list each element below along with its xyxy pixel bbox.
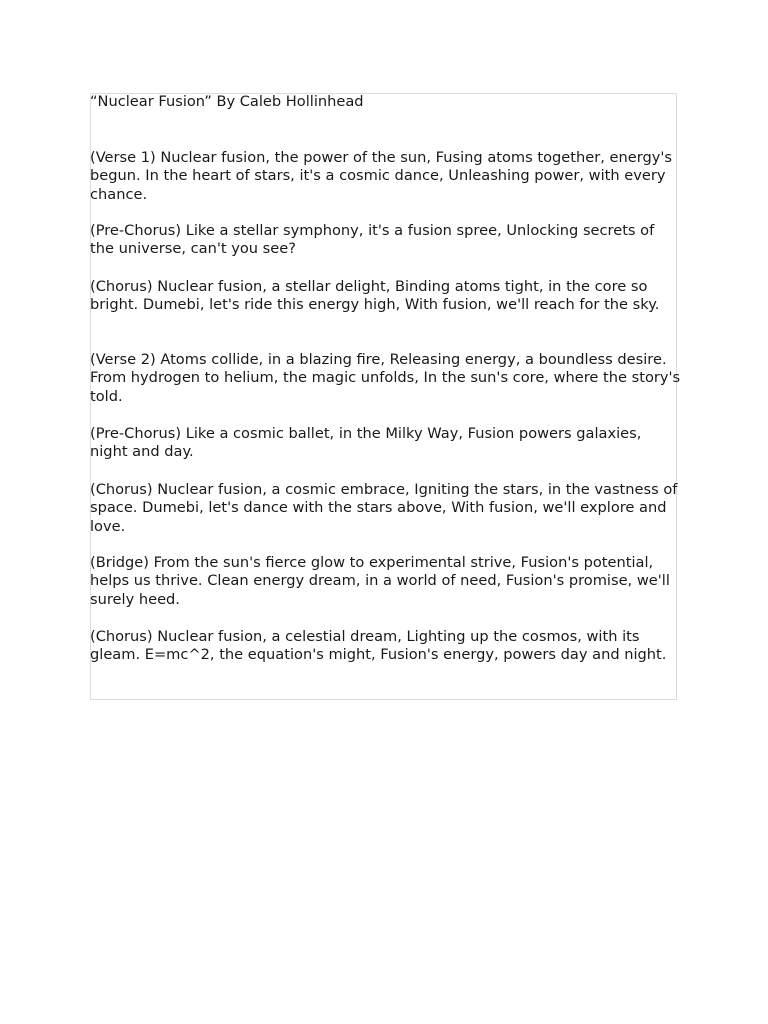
paragraph-verse-1: (Verse 1) Nuclear fusion, the power of the sun, Fusing atoms together, energy's begun. In the heart of stars, it's a cosmic dance, Unleashing power, with every chance. <box>90 149 672 203</box>
paragraph-pre-chorus-1: (Pre-Chorus) Like a stellar symphony, it's a fusion spree, Unlocking secrets of the universe, can't you see? <box>90 222 655 258</box>
paragraph-chorus-1: (Chorus) Nuclear fusion, a stellar delight, Binding atoms tight, in the core so bright. Dumebi, let's ride this energy high, With fusion, we'll reach for the sky. <box>90 278 660 314</box>
paragraph-bridge: (Bridge) From the sun's fierce glow to experimental strive, Fusion's potential, helps us thrive. Clean energy dream, in a world of need, Fusion's promise, we'll surely heed. <box>90 554 670 608</box>
paragraph-verse-2: (Verse 2) Atoms collide, in a blazing fire, Releasing energy, a boundless desire. From hydrogen to helium, the magic unfolds, In the sun's core, where the story's told. <box>90 351 681 405</box>
paragraph-chorus-3: (Chorus) Nuclear fusion, a celestial dream, Lighting up the cosmos, with its gleam. E=mc^2, the equation's might, Fusion's energy, powers day and night. <box>90 628 667 664</box>
paragraph-pre-chorus-2: (Pre-Chorus) Like a cosmic ballet, in the Milky Way, Fusion powers galaxies, night and day. <box>90 425 642 461</box>
document-title: “Nuclear Fusion” By Caleb Hollinhead <box>90 93 364 110</box>
paragraph-chorus-2: (Chorus) Nuclear fusion, a cosmic embrace, Igniting the stars, in the vastness of space. Dumebi, let's dance with the stars above, With fusion, we'll explore and love. <box>90 481 678 535</box>
